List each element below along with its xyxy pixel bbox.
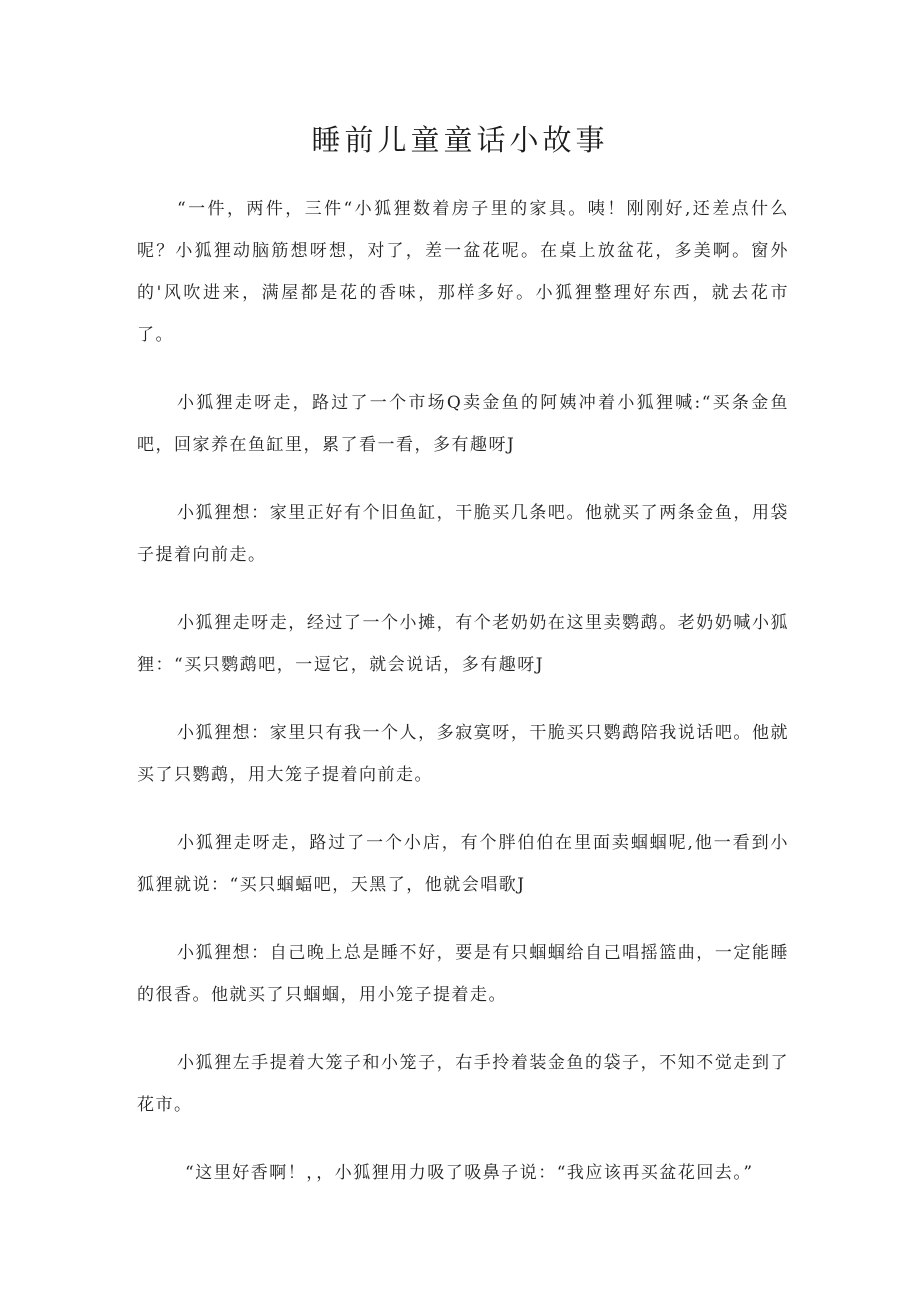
story-paragraph-1: “一件，两件，三件“小狐狸数着房子里的家具。咦！刚刚好,还差点什么呢？小狐狸动脑筋想呀想，对了，差一盆花呢。在桌上放盆花，多美啊。窗外的'风吹进来，满屋都是花的香味，那样多好。小狐狸整理好东西，就去花市了。 (137, 199, 789, 345)
story-paragraph-5: 小狐狸想：家里只有我一个人，多寂寞呀，干脆买只鹦鹉陪我说话吧。他就买了只鹦鹉，用大笼子提着向前走。 (137, 723, 789, 785)
story-paragraph-8: 小狐狸左手提着大笼子和小笼子，右手拎着装金鱼的袋子，不知不觉走到了花市。 (137, 1053, 789, 1115)
story-paragraph-7: 小狐狸想：自己晚上总是睡不好，要是有只蝈蝈给自己唱摇篮曲，一定能睡的很香。他就买了只蝈蝈，用小笼子提着走。 (137, 943, 789, 1005)
story-body (137, 188, 789, 1220)
story-paragraph-4: 小狐狸走呀走，经过了一个小摊，有个老奶奶在这里卖鹦鹉。老奶奶喊小狐狸：“买只鹦鹉吧，一逗它，就会说话，多有趣呀J (137, 613, 789, 675)
story-paragraph-6: 小狐狸走呀走，路过了一个小店，有个胖伯伯在里面卖蝈蝈呢,他一看到小狐狸就说：“买只蝈蝠吧，天黑了，他就会唱歌J (137, 833, 789, 895)
story-paragraph-2: 小狐狸走呀走，路过了一个市场Q卖金鱼的阿姨冲着小狐狸喊:“买条金鱼吧，回家养在鱼缸里，累了看一看，多有趣呀J (137, 393, 789, 455)
story-paragraph-3: 小狐狸想：家里正好有个旧鱼缸，干脆买几条吧。他就买了两条金鱼，用袋子提着向前走。 (137, 503, 789, 565)
story-paragraph-9: “这里好香啊！，，小狐狸用力吸了吸鼻子说：“我应该再买盆花回去。” (185, 1163, 754, 1183)
page-title: 睡前儿童童话小故事 (311, 123, 609, 157)
